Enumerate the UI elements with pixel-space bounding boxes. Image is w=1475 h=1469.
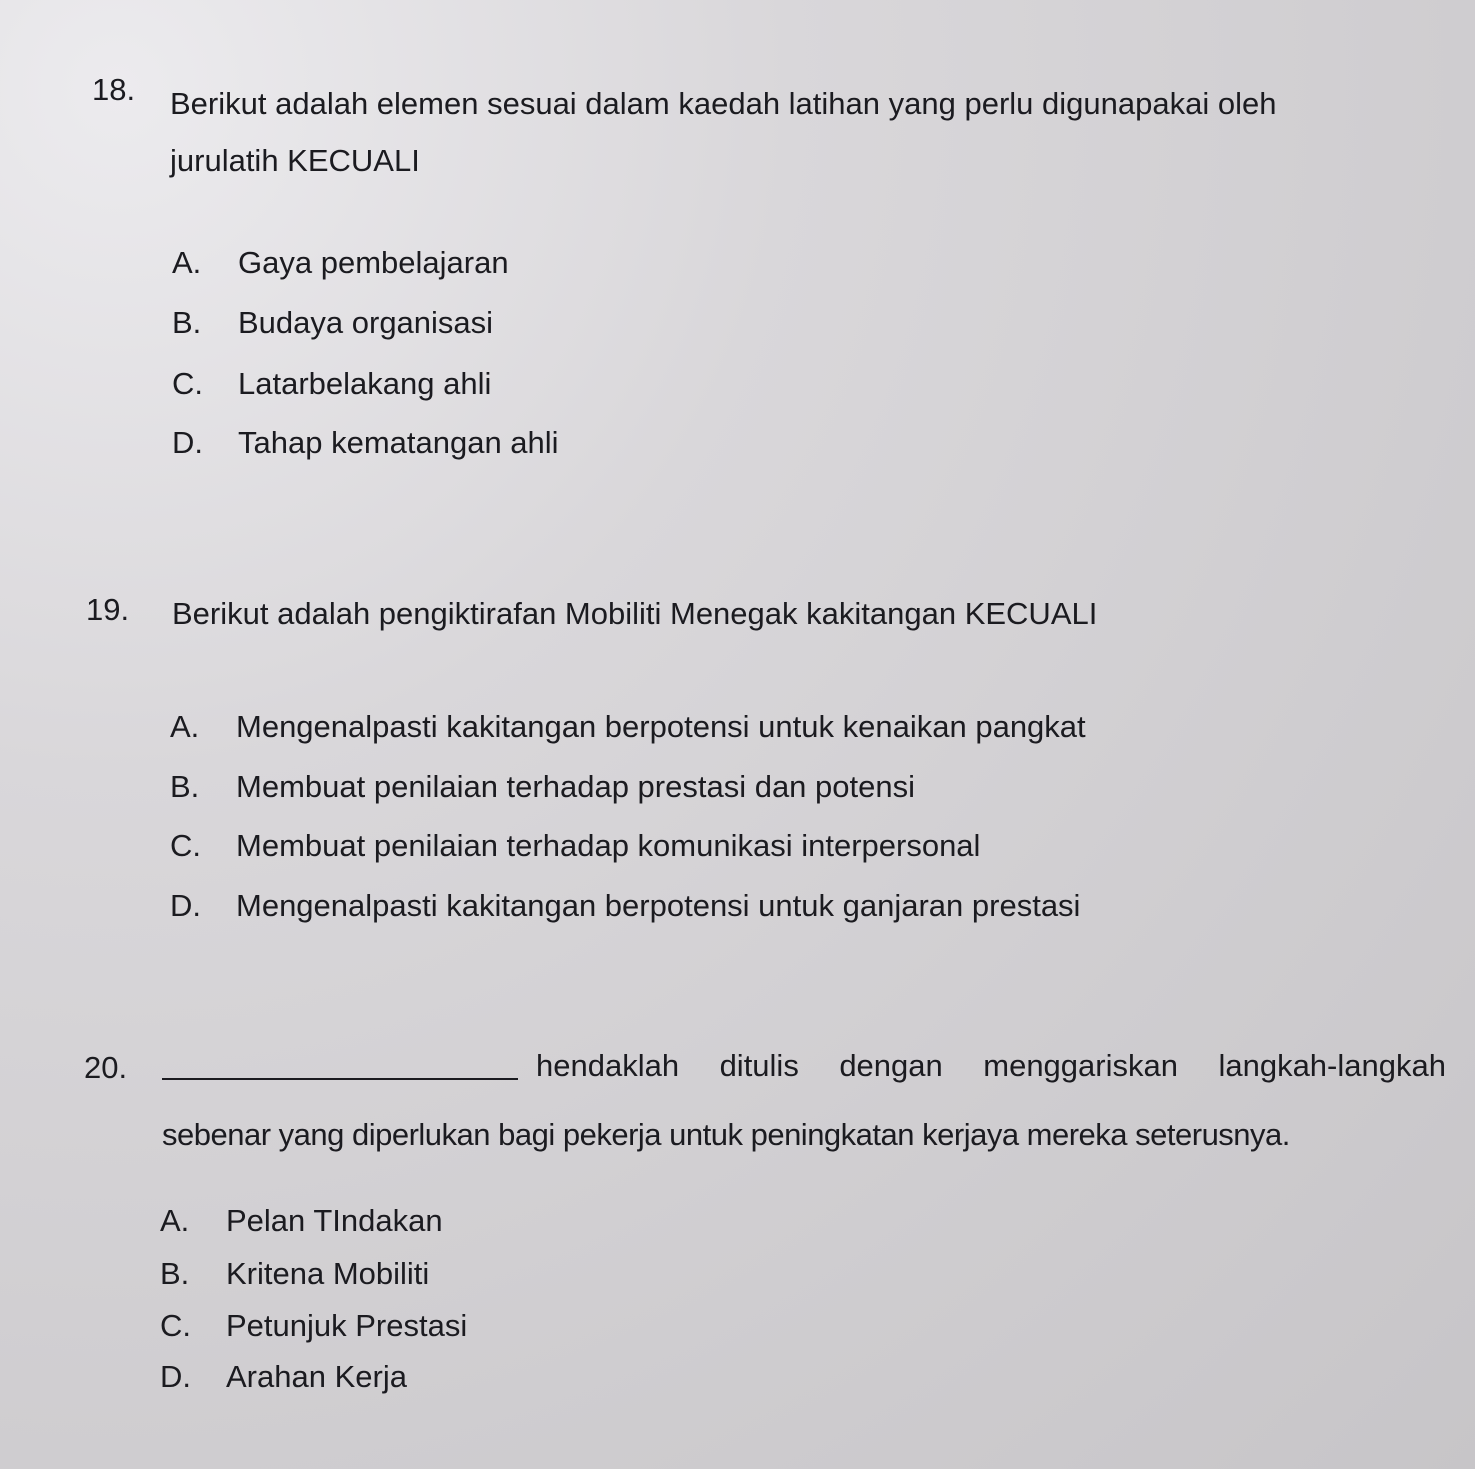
option-letter: B.	[172, 305, 202, 340]
question-19-option-a[interactable]	[170, 709, 1086, 745]
option-text: Gaya pembelajaran	[238, 245, 509, 280]
option-letter: B.	[170, 769, 200, 804]
question-19-option-b[interactable]	[170, 769, 915, 805]
option-letter: C.	[160, 1308, 191, 1343]
question-18-number: 18.	[92, 72, 136, 107]
option-letter: A.	[172, 245, 202, 280]
word: hendaklah	[536, 1048, 680, 1083]
option-text: Membuat penilaian terhadap prestasi dan potensi	[236, 769, 916, 804]
question-19-option-d[interactable]	[170, 888, 1080, 924]
question-18-option-c[interactable]	[172, 366, 491, 402]
option-letter: B.	[160, 1256, 190, 1291]
question-18-text-line1: Berikut adalah elemen sesuai dalam kaedah latihan yang perlu digunapakai oleh	[170, 86, 1277, 121]
option-letter: D.	[160, 1359, 191, 1394]
question-19-text-line1: Berikut adalah pengiktirafan Mobiliti Menegak kakitangan KECUALI	[172, 596, 1098, 631]
question-18-text-line2: jurulatih KECUALI	[170, 143, 420, 178]
option-text: Membuat penilaian terhadap komunikasi interpersonal	[236, 828, 981, 863]
option-text: Petunjuk Prestasi	[226, 1308, 468, 1343]
option-text: Mengenalpasti kakitangan berpotensi untuk ganjaran prestasi	[236, 888, 1081, 923]
question-20-option-a[interactable]	[160, 1203, 443, 1239]
question-19-option-c[interactable]	[170, 828, 980, 864]
question-20-text-line1	[536, 1048, 1446, 1084]
option-letter: C.	[172, 366, 203, 401]
option-text: Arahan Kerja	[226, 1359, 407, 1394]
word: menggariskan	[983, 1048, 1178, 1083]
option-text: Mengenalpasti kakitangan berpotensi untuk kenaikan pangkat	[236, 709, 1086, 744]
answer-blank-line[interactable]	[162, 1078, 518, 1080]
question-20-text-line2: sebenar yang diperlukan bagi pekerja untuk peningkatan kerjaya mereka seterusnya.	[162, 1117, 1290, 1152]
option-letter: C.	[170, 828, 201, 863]
option-text: Latarbelakang ahli	[238, 366, 492, 401]
question-20-number: 20.	[84, 1050, 128, 1085]
word: ditulis	[719, 1048, 799, 1083]
question-20-option-b[interactable]	[160, 1256, 429, 1292]
option-text: Budaya organisasi	[238, 305, 494, 340]
option-text: Tahap kematangan ahli	[238, 425, 559, 460]
option-letter: D.	[170, 888, 201, 923]
question-18-option-b[interactable]	[172, 305, 493, 341]
word: dengan	[839, 1048, 943, 1083]
question-20-option-d[interactable]	[160, 1359, 407, 1395]
option-letter: D.	[172, 425, 203, 460]
option-text: Kritena Mobiliti	[226, 1256, 430, 1291]
question-19-number: 19.	[86, 592, 130, 627]
question-20-option-c[interactable]	[160, 1308, 467, 1344]
option-letter: A.	[170, 709, 200, 744]
question-18-option-d[interactable]	[172, 425, 559, 461]
question-18-option-a[interactable]	[172, 245, 509, 281]
option-text: Pelan TIndakan	[226, 1203, 443, 1238]
option-letter: A.	[160, 1203, 190, 1238]
word: langkah-langkah	[1218, 1048, 1446, 1083]
